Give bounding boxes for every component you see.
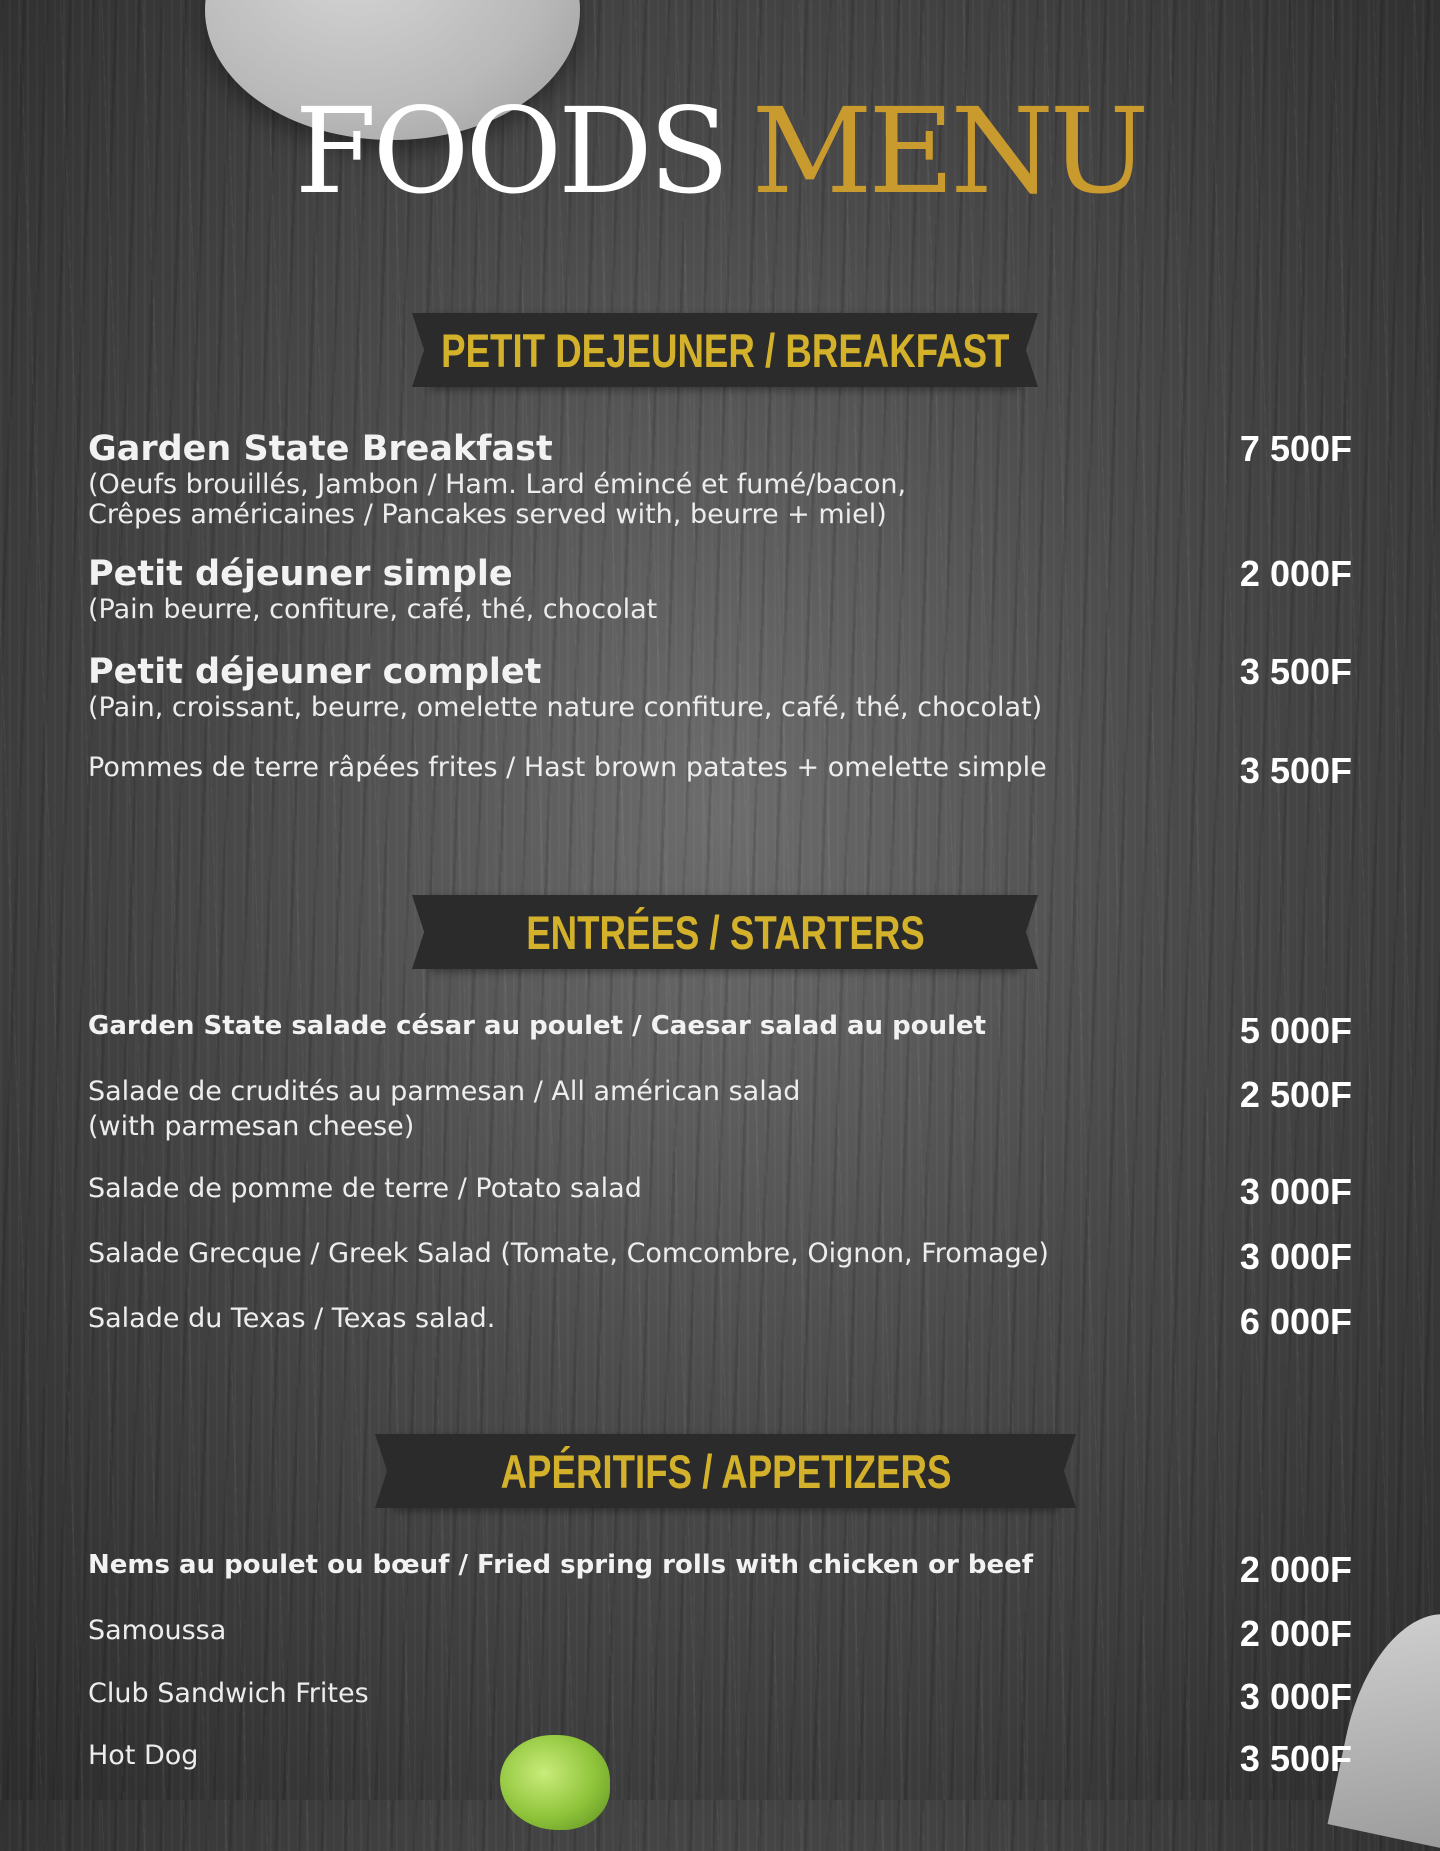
item-price: 2 000F xyxy=(1239,1613,1352,1654)
item-price: 2 000F xyxy=(1239,553,1352,594)
item-price: 2 000F xyxy=(1239,1549,1352,1590)
item-description: (Pain beurre, confiture, café, thé, chocolat xyxy=(88,594,658,625)
title-word-foods: FOODS xyxy=(294,82,726,220)
menu-item xyxy=(88,428,1352,530)
item-name: Garden State Breakfast xyxy=(88,429,553,469)
item-description: (Oeufs brouillés, Jambon / Ham. Lard émincé et fumé/bacon, xyxy=(88,469,907,500)
item-price: 6 000F xyxy=(1239,1301,1352,1342)
item-name: Pommes de terre râpées frites / Hast brown patates + omelette simple xyxy=(88,752,1047,783)
item-name: Nems au poulet ou bœuf / Fried spring rolls with chicken or beef xyxy=(88,1550,1034,1580)
section-banner-starters xyxy=(430,895,1020,969)
item-description: (Pain, croissant, beurre, omelette nature confiture, café, thé, chocolat) xyxy=(88,692,1043,723)
menu-item xyxy=(88,651,1352,723)
menu-item xyxy=(88,1074,1352,1144)
section-banner-breakfast xyxy=(430,313,1020,387)
item-name: Salade de crudités au parmesan / All américan salad xyxy=(88,1076,801,1107)
section-banner-appetizers xyxy=(393,1434,1058,1508)
item-name: Hot Dog xyxy=(88,1740,199,1771)
item-description: (with parmesan cheese) xyxy=(88,1111,415,1143)
item-price: 3 500F xyxy=(1239,750,1352,791)
item-name: Garden State salade césar au poulet / Caesar salad au poulet xyxy=(88,1011,987,1041)
menu-item xyxy=(88,553,1352,625)
menu-item xyxy=(88,1301,1352,1342)
item-price: 3 500F xyxy=(1239,651,1352,692)
item-name: Samoussa xyxy=(88,1615,227,1646)
item-price: 3 000F xyxy=(1239,1236,1352,1277)
menu-title xyxy=(0,82,1440,220)
item-price: 5 000F xyxy=(1239,1010,1352,1051)
item-name: Salade du Texas / Texas salad. xyxy=(88,1303,496,1334)
item-name: Club Sandwich Frites xyxy=(88,1678,369,1709)
menu-item xyxy=(88,1171,1352,1212)
item-name: Salade de pomme de terre / Potato salad xyxy=(88,1173,642,1204)
item-price: 2 500F xyxy=(1239,1074,1352,1115)
item-name: Petit déjeuner complet xyxy=(88,652,542,692)
section-heading: APÉRITIFS / APPETIZERS xyxy=(500,1444,951,1498)
item-description: Crêpes américaines / Pancakes served with, beurre + miel) xyxy=(88,499,887,531)
section-heading: PETIT DEJEUNER / BREAKFAST xyxy=(440,323,1010,377)
menu-item xyxy=(88,1676,1352,1717)
menu-item xyxy=(88,1613,1352,1654)
menu-item xyxy=(88,1010,1352,1051)
item-name: Petit déjeuner simple xyxy=(88,554,513,594)
menu-item xyxy=(88,1236,1352,1277)
item-name: Salade Grecque / Greek Salad (Tomate, Comcombre, Oignon, Fromage) xyxy=(88,1238,1049,1269)
menu-item xyxy=(88,1549,1352,1590)
item-price: 7 500F xyxy=(1239,428,1352,469)
title-word-menu: MENU xyxy=(751,82,1146,220)
item-price: 3 000F xyxy=(1239,1676,1352,1717)
item-price: 3 000F xyxy=(1239,1171,1352,1212)
item-price: 3 500F xyxy=(1239,1738,1352,1779)
section-heading: ENTRÉES / STARTERS xyxy=(525,905,925,959)
menu-item xyxy=(88,750,1352,791)
menu-item xyxy=(88,1738,1352,1779)
